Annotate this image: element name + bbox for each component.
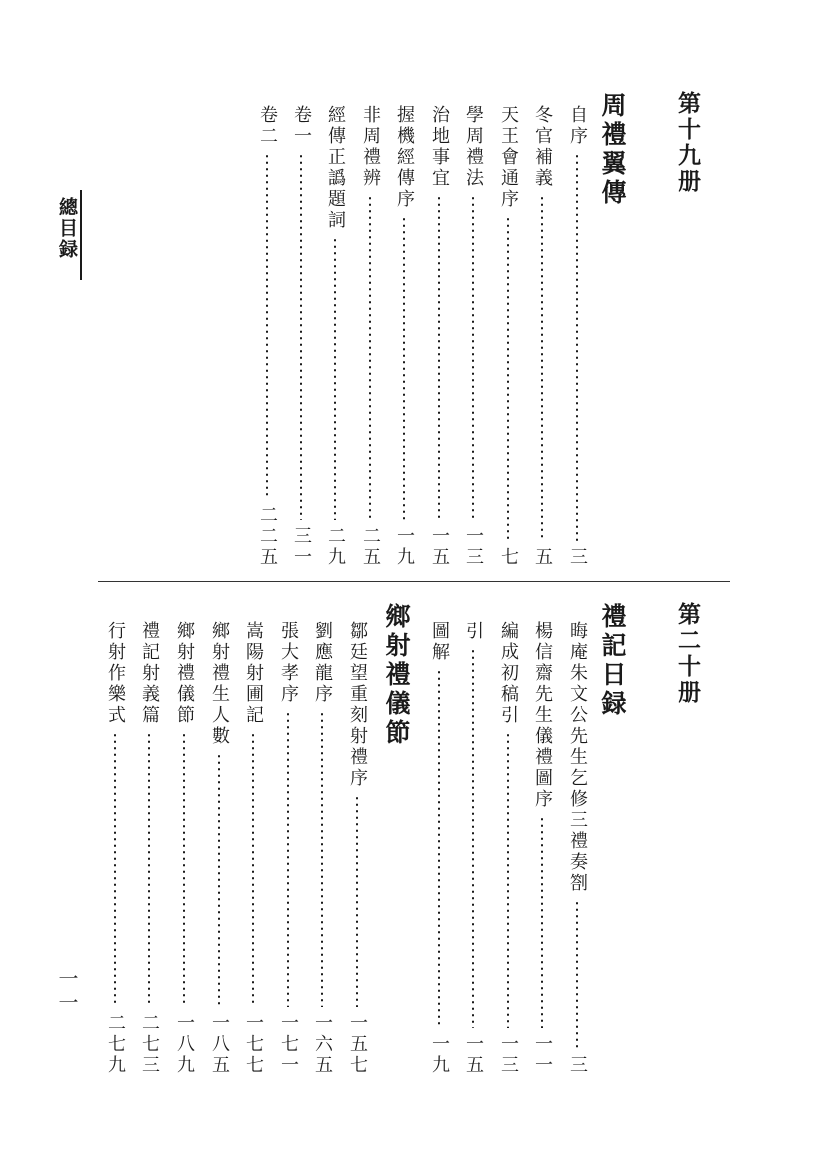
toc-entry[interactable] bbox=[345, 621, 369, 1076]
leader-dots bbox=[266, 153, 268, 499]
entry-page: 三 bbox=[567, 1055, 588, 1076]
toc-entry[interactable] bbox=[461, 105, 485, 568]
entry-page: 一五 bbox=[429, 526, 450, 568]
leader-dots bbox=[287, 711, 289, 1007]
leader-dots bbox=[438, 195, 440, 520]
entry-title: 楊信齋先生儀禮圖序 bbox=[532, 621, 553, 810]
leader-dots bbox=[252, 732, 254, 1007]
toc-entry[interactable] bbox=[427, 621, 451, 1076]
leader-dots bbox=[507, 732, 509, 1028]
entry-title: 握機經傳序 bbox=[394, 105, 415, 210]
entry-page: 一八五 bbox=[209, 1013, 230, 1076]
entry-title: 天王會通序 bbox=[498, 105, 519, 210]
entry-page: 三 bbox=[567, 547, 588, 568]
toc-entry[interactable] bbox=[137, 621, 161, 1076]
toc-entry[interactable] bbox=[255, 105, 279, 568]
entry-page: 七 bbox=[498, 547, 519, 568]
toc-entry[interactable] bbox=[172, 621, 196, 1076]
leader-dots bbox=[334, 237, 336, 520]
section-heading-zhouli-yizhuan: 周禮翼傳 bbox=[598, 92, 627, 208]
entry-page: 三一 bbox=[291, 526, 312, 568]
entry-page: 一六五 bbox=[312, 1013, 333, 1076]
entry-title: 鄒廷望重刻射禮序 bbox=[347, 621, 368, 789]
leader-dots bbox=[438, 669, 440, 1028]
leader-dots bbox=[472, 195, 474, 520]
entry-page: 一三 bbox=[498, 1034, 519, 1076]
leader-dots bbox=[218, 753, 220, 1007]
entry-title: 鄉射禮生人數 bbox=[209, 621, 230, 747]
entry-title: 晦庵朱文公先生乞修三禮奏劄 bbox=[567, 621, 588, 894]
toc-entry[interactable] bbox=[530, 621, 554, 1076]
entry-page: 一七一 bbox=[278, 1013, 299, 1076]
toc-entry[interactable] bbox=[310, 621, 334, 1076]
section-divider bbox=[98, 581, 730, 582]
entry-page: 一九 bbox=[394, 526, 415, 568]
toc-entry[interactable] bbox=[323, 105, 347, 568]
entry-title: 卷一 bbox=[291, 105, 312, 147]
entry-page: 二七九 bbox=[105, 1013, 126, 1076]
toc-entry[interactable] bbox=[289, 105, 313, 568]
leader-dots bbox=[472, 648, 474, 1028]
leader-dots bbox=[541, 816, 543, 1028]
entry-page: 五 bbox=[532, 547, 553, 568]
leader-dots bbox=[576, 153, 578, 541]
leader-dots bbox=[148, 732, 150, 1007]
entry-page: 二九 bbox=[325, 526, 346, 568]
entry-page: 一五七 bbox=[347, 1013, 368, 1076]
leader-dots bbox=[356, 795, 358, 1007]
entry-title: 行射作樂式 bbox=[105, 621, 126, 726]
entry-title: 非周禮辨 bbox=[360, 105, 381, 189]
page-number: 一一 bbox=[55, 968, 79, 1016]
volume-heading-19: 第十九册 bbox=[674, 91, 700, 195]
leader-dots bbox=[321, 711, 323, 1007]
entry-title: 圖解 bbox=[429, 621, 450, 663]
entry-title: 劉應龍序 bbox=[312, 621, 333, 705]
entry-title: 編成初稿引 bbox=[498, 621, 519, 726]
entry-page: 一九 bbox=[429, 1034, 450, 1076]
entry-title: 經傳正譌題詞 bbox=[325, 105, 346, 231]
entry-page: 一五 bbox=[463, 1034, 484, 1076]
entry-title: 禮記射義篇 bbox=[139, 621, 160, 726]
toc-entry[interactable] bbox=[496, 105, 520, 568]
toc-entry[interactable] bbox=[565, 105, 589, 568]
toc-entry[interactable] bbox=[207, 621, 231, 1076]
entry-title: 冬官補義 bbox=[532, 105, 553, 189]
entry-page: 一八九 bbox=[174, 1013, 195, 1076]
header-rule bbox=[80, 190, 82, 280]
volume-heading-20: 第二十册 bbox=[674, 602, 700, 706]
entry-title: 嵩陽射圃記 bbox=[243, 621, 264, 726]
leader-dots bbox=[507, 216, 509, 541]
toc-entry[interactable] bbox=[461, 621, 485, 1076]
toc-entry[interactable] bbox=[530, 105, 554, 568]
toc-entry[interactable] bbox=[392, 105, 416, 568]
entry-title: 引 bbox=[463, 621, 484, 642]
entry-page: 一三 bbox=[463, 526, 484, 568]
entry-page: 二二五 bbox=[257, 505, 278, 568]
entry-page: 一一 bbox=[532, 1034, 553, 1076]
entry-page: 二七三 bbox=[139, 1013, 160, 1076]
toc-entry[interactable] bbox=[358, 105, 382, 568]
toc-entry[interactable] bbox=[565, 621, 589, 1076]
leader-dots bbox=[183, 732, 185, 1007]
section-heading-xiangshe-liyijie: 鄉射禮儀節 bbox=[382, 603, 411, 748]
toc-entry[interactable] bbox=[103, 621, 127, 1076]
leader-dots bbox=[576, 900, 578, 1049]
entry-page: 一七七 bbox=[243, 1013, 264, 1076]
section-heading-liji-rilu: 禮記日録 bbox=[598, 603, 627, 719]
entry-page: 二五 bbox=[360, 526, 381, 568]
leader-dots bbox=[541, 195, 543, 541]
running-header: 總目録 bbox=[56, 197, 78, 260]
toc-entry[interactable] bbox=[241, 621, 265, 1076]
toc-entry[interactable] bbox=[496, 621, 520, 1076]
entry-title: 學周禮法 bbox=[463, 105, 484, 189]
leader-dots bbox=[114, 732, 116, 1007]
toc-entry[interactable] bbox=[276, 621, 300, 1076]
leader-dots bbox=[300, 153, 302, 520]
toc-entry[interactable] bbox=[427, 105, 451, 568]
entry-title: 張大孝序 bbox=[278, 621, 299, 705]
leader-dots bbox=[403, 216, 405, 520]
leader-dots bbox=[369, 195, 371, 520]
entry-title: 卷二 bbox=[257, 105, 278, 147]
entry-title: 鄉射禮儀節 bbox=[174, 621, 195, 726]
entry-title: 自序 bbox=[567, 105, 588, 147]
entry-title: 治地事宜 bbox=[429, 105, 450, 189]
